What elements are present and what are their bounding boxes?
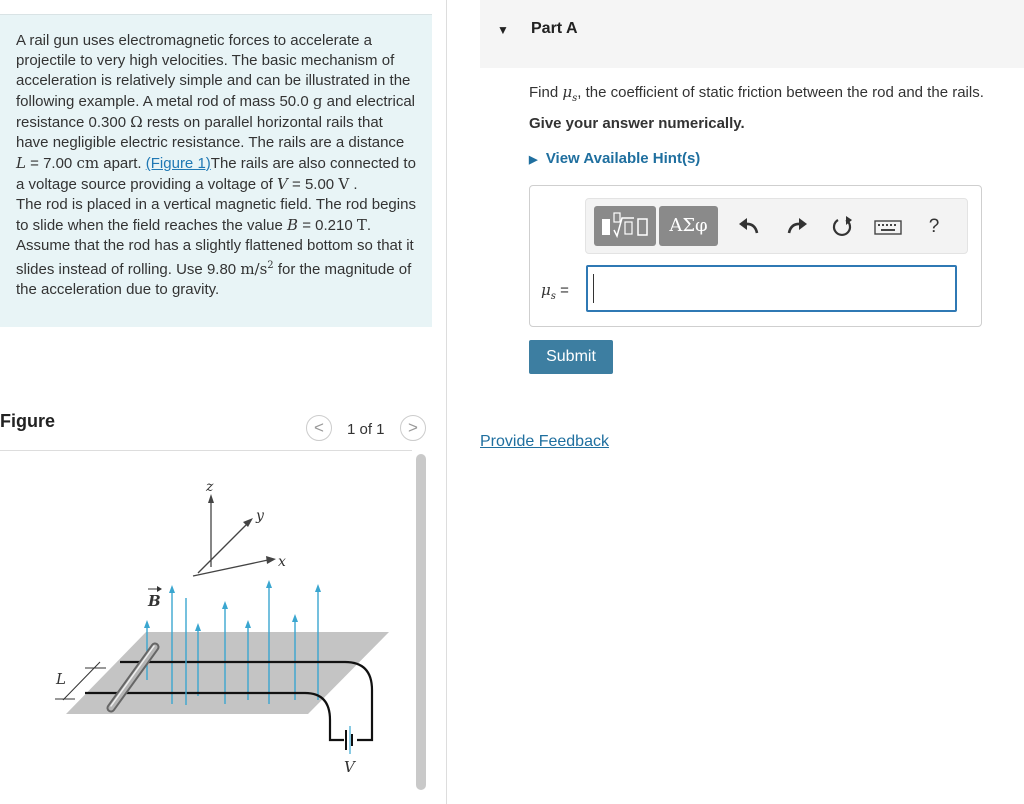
undo-icon[interactable] [735, 213, 765, 241]
problem-para2-start: The rod is placed in a vertical magnetic field. The rod begins to slide when the field reaches the value [16, 196, 416, 234]
problem-and: and electrical resistance [16, 93, 416, 131]
V-value: = 5.00 [292, 176, 335, 193]
B-label: B [148, 592, 161, 610]
help-icon[interactable]: ? [928, 216, 940, 237]
answer-input[interactable] [586, 265, 957, 312]
resistance-unit: Ω [130, 113, 143, 131]
figure-pager-label: 1 of 1 [347, 421, 385, 438]
view-hints-link[interactable] [529, 150, 700, 167]
mass-unit: g [312, 92, 323, 110]
B-symbol: B [287, 216, 299, 234]
L-value: = 7.00 [30, 155, 73, 172]
question-pre: Find [529, 84, 559, 101]
column-divider [446, 0, 447, 804]
figure-separator [0, 450, 412, 451]
y-label: y [256, 508, 264, 524]
problem-rests: rests on parallel horizontal rails that have negligible electric resistance. The rails are a distance [16, 114, 405, 151]
rail-gun-figure [0, 455, 410, 785]
text-cursor [593, 274, 594, 303]
provide-feedback-link[interactable]: Provide Feedback [480, 433, 609, 450]
L-label: L [56, 670, 66, 688]
g-unit [240, 260, 273, 278]
hint-label: View Available Hint(s) [545, 150, 701, 167]
problem-statement: A rail gun uses electromagnetic forces to accelerate a projectile to very high velocities. The basic mechanism of acceleration is relatively simple and can be illustrated in the following example. A metal rod of mass 50.0 g and electrical resistance 0.300 Ω rests on parallel horizontal rails that have negligible electric resistance. The rails are a distance L = 7.00 cm apart. (Figure 1)The rails are also connected to a voltage source providing a voltage of V = 5.00 V . The rod is placed in a vertical magnetic field. The rod begins to slide when the field reaches the value B = 0.210 T. Assume that the rod has a slightly flattened bottom so that it slides instead of rolling. Use 9.80 $m/s^2$ for the magnitude of the acceleration due to gravity. [0, 14, 432, 327]
L-unit: cm [76, 154, 100, 172]
chevron-left-icon: < [314, 418, 324, 437]
problem-apart: apart. [103, 155, 142, 172]
x-label: x [278, 554, 286, 570]
problem-rails: The rails are also connected to a voltage source providing a voltage of [16, 155, 416, 193]
figure-scrollbar[interactable] [416, 454, 426, 790]
caret-right-icon: ▶ [529, 154, 538, 166]
mu-label-symbol: μ [541, 281, 551, 299]
mu-symbol-letter: μ [562, 83, 573, 101]
V-symbol: V [277, 175, 288, 193]
mu-label-equals: = [560, 282, 569, 299]
g-unit-exp: 2 [267, 260, 274, 271]
mu-symbol [562, 83, 578, 104]
B-value: = 0.210 [302, 217, 353, 234]
template-button[interactable] [594, 206, 656, 246]
instruction-text: Give your answer numerically. [529, 115, 745, 132]
redo-icon[interactable] [781, 213, 811, 241]
figure-title: Figure [0, 411, 56, 431]
V-unit: V [338, 175, 350, 193]
question-post: , the coefficient of static friction between the rod and the rails. [577, 84, 984, 101]
problem-intro: A rail gun uses electromagnetic forces to accelerate a projectile to very high velocities. The basic mechanism of acceleration is relatively simple and can be illustrated in the following example. A metal rod of mass [16, 32, 411, 110]
chevron-right-icon: > [408, 418, 418, 437]
L-symbol: L [16, 154, 26, 172]
mu-answer-label [541, 281, 569, 302]
keyboard-icon[interactable] [872, 213, 904, 241]
figure-next-button[interactable] [400, 415, 426, 441]
g-unit-text: m/s [240, 260, 268, 278]
caret-down-icon[interactable]: ▼ [497, 23, 509, 37]
mu-label-sub: s [550, 291, 556, 302]
figure-prev-button[interactable] [306, 415, 332, 441]
question-text [529, 83, 984, 104]
part-a-title: Part A [531, 20, 578, 37]
reset-icon[interactable] [827, 213, 857, 241]
greek-symbols-button[interactable]: ΑΣφ [659, 206, 718, 246]
B-unit: T [356, 216, 367, 234]
g-value: 9.80 [206, 261, 237, 278]
x-axis [193, 560, 268, 576]
problem-para2-mid: . Assume that the rod has a slightly flattened bottom so that it slides instead of rolling. Use [16, 217, 414, 278]
z-label: z [206, 479, 214, 495]
battery [346, 730, 352, 750]
V-label: V [344, 758, 355, 776]
mu-symbol-sub: s [572, 93, 578, 104]
figure-link[interactable]: (Figure 1) [145, 155, 211, 172]
axes [193, 494, 276, 576]
mass-value: 50.0 [279, 93, 309, 110]
submit-button[interactable]: Submit [529, 340, 613, 374]
problem-para2-end: for the magnitude of the acceleration due to gravity. [16, 261, 412, 298]
template-icon [594, 206, 656, 246]
resistance-value: 0.300 [88, 114, 127, 131]
